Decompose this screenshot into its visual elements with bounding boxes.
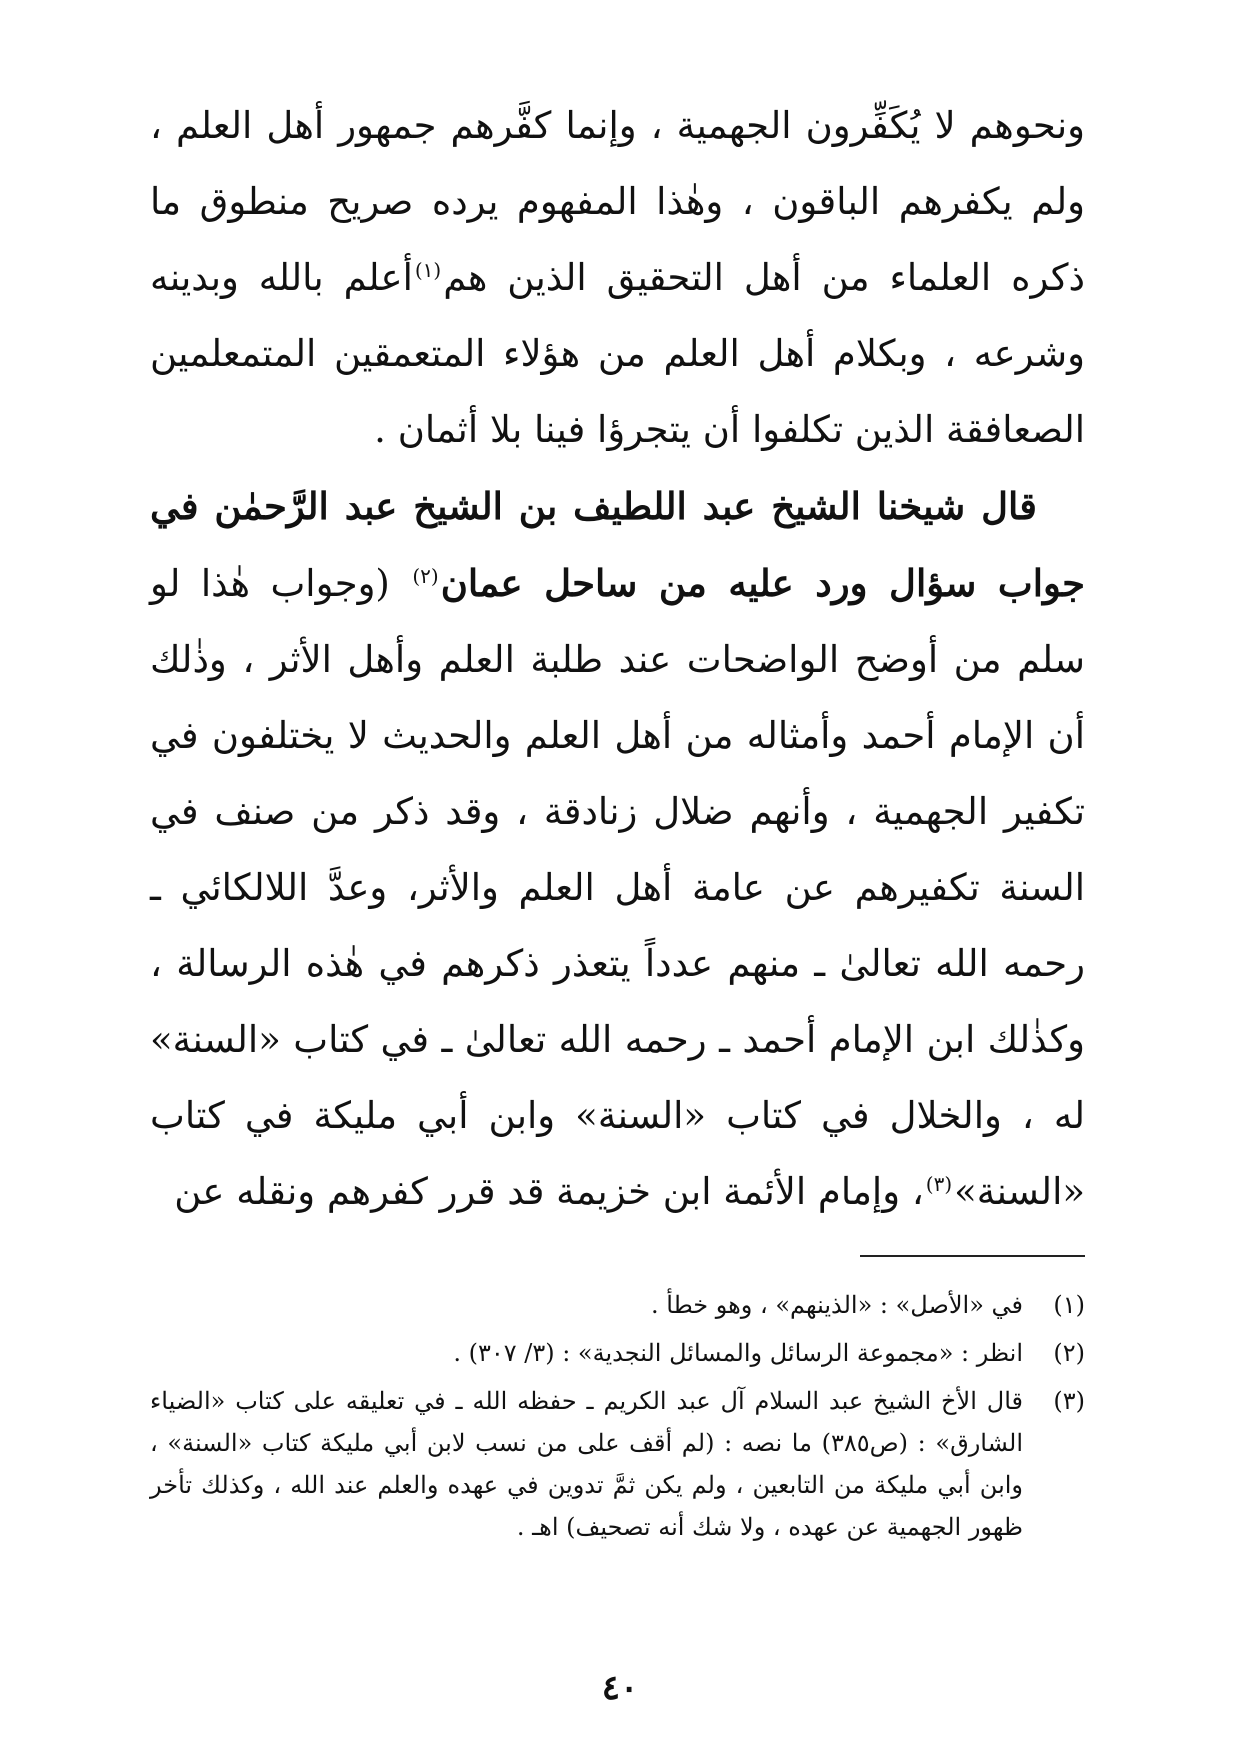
paragraph-1-rest: أعلم بالله وبدينه وشرعه ، وبكلام أهل العلم من هؤلاء المتعمقين المتمعلمين الصعافقة الذين تكلفوا أن يتجرؤا فينا بلا أثمان .: [150, 256, 1085, 451]
footnote-number: (١): [1053, 1291, 1085, 1319]
paragraph-2-quote: (وجواب هٰذا لو سلم من أوضح الواضحات عند طلبة العلم وأهل الأثر ، وذٰلك أن الإمام أحمد وأمثاله من أهل العلم والحديث لا يختلفون في تكفير الجهمية ، وأنهم ضلال زنادقة ، وقد ذكر من صنف في السنة تكفيرهم عن عامة أهل العلم والأثر، وعدَّ اللالكائي ـ رحمه الله تعالىٰ ـ منهم عدداً يتعذر ذكرهم في هٰذه الرسالة ، وكذٰلك ابن الإمام أحمد ـ رحمه الله تعالىٰ ـ في كتاب «السنة» له ، والخلال في كتاب «السنة» وابن أبي مليكة في كتاب «السنة»: [150, 562, 1085, 1213]
footnote-1: [150, 1284, 1085, 1326]
paragraph-2: [150, 468, 1085, 1230]
footnote-number: (٢): [1053, 1339, 1085, 1367]
footnote-ref-3[interactable]: (٣): [925, 1171, 953, 1196]
footnote-number: (٣): [1053, 1387, 1085, 1415]
footnote-text: قال الأخ الشيخ عبد السلام آل عبد الكريم ـ حفظه الله ـ في تعليقه على كتاب «الضياء الشارق» : (ص٣٨٥) ما نصه : (لم أقف على من نسب لابن أبي مليكة كتاب «السنة» ، وابن أبي مليكة من التابعين ، ولم يكن ثمَّ تدوين في عهده والعلم عند الله ، وكذلك تأخر ظهور الجهمية عن عهده ، ولا شك أنه تصحيف) اهـ .: [150, 1387, 1024, 1541]
footnote-ref-2[interactable]: (٢): [412, 563, 439, 588]
footnote-text: انظر : «مجموعة الرسائل والمسائل النجدية» : (٣/ ٣٠٧) .: [453, 1339, 1023, 1367]
paragraph-2-continuation: ، وإمام الأئمة ابن خزيمة قد قرر كفرهم ونقله عن: [174, 1170, 924, 1213]
paragraph-2-heading: قال شيخنا الشيخ عبد اللطيف بن الشيخ عبد الرَّحمٰن في جواب سؤال ورد عليه من ساحل عمان: [150, 484, 1085, 605]
main-text-body: [150, 88, 1085, 1230]
paragraph-1: [150, 88, 1085, 468]
footnote-3: [150, 1380, 1085, 1548]
footnote-separator: [860, 1255, 1085, 1257]
page-number: ٤٠: [601, 1668, 639, 1708]
footnote-text: في «الأصل» : «الذينهم» ، وهو خطأ .: [651, 1291, 1023, 1319]
footnote-ref-1[interactable]: (١): [414, 257, 442, 282]
footnotes-section: [150, 1284, 1085, 1554]
paragraph-1-text: ونحوهم لا يُكَفِّرون الجهمية ، وإنما كفَّرهم جمهور أهل العلم ، ولم يكفرهم الباقون ، وهٰذا المفهوم يرده صريح منطوق ما ذكره العلماء من أهل التحقيق الذين هم: [150, 104, 1085, 299]
footnote-2: [150, 1332, 1085, 1374]
